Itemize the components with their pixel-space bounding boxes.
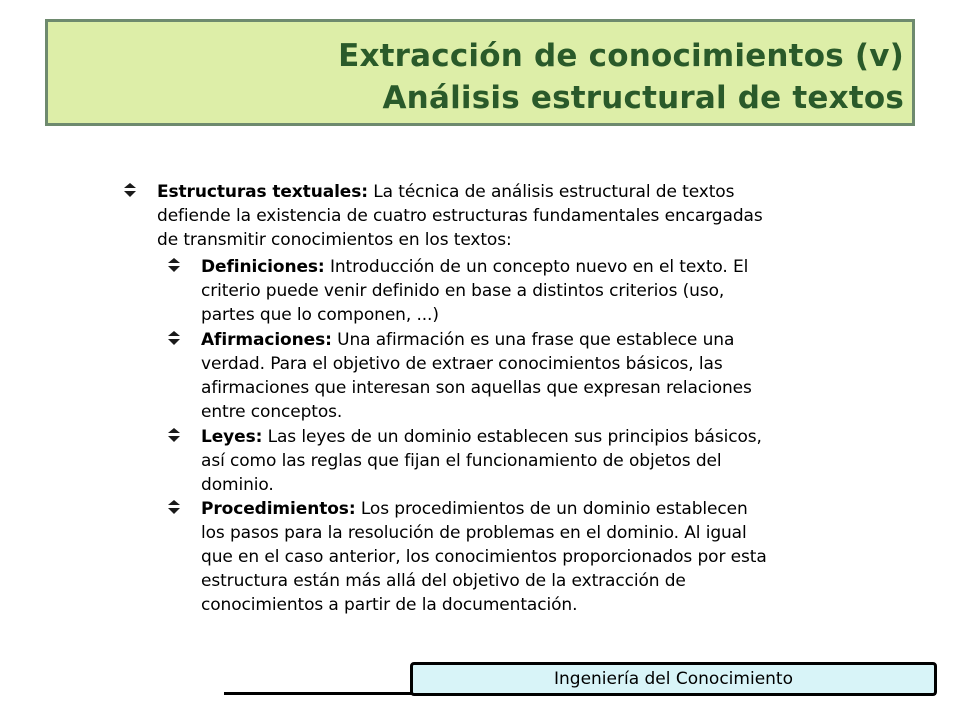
intro-line2: defiende la existencia de cuatro estructuras fundamentales encargadas xyxy=(157,206,763,226)
afirmaciones-text xyxy=(201,328,861,424)
footer-label: Ingeniería del Conocimiento xyxy=(410,662,937,696)
double-triangle-arrow-icon xyxy=(168,428,180,442)
procedimientos-line3: que en el caso anterior, los conocimientos proporcionados por esta xyxy=(201,547,767,567)
definiciones-text xyxy=(201,255,861,327)
afirmaciones-line4: entre conceptos. xyxy=(201,402,343,422)
double-triangle-arrow-icon xyxy=(168,500,180,514)
intro-text xyxy=(157,180,857,252)
page-subtitle: Análisis estructural de textos xyxy=(382,80,904,116)
definiciones-label: Definiciones: xyxy=(201,257,325,277)
double-triangle-arrow-icon xyxy=(168,331,180,345)
afirmaciones-label: Afirmaciones: xyxy=(201,330,332,350)
definiciones-line1: Introducción de un concepto nuevo en el texto. El xyxy=(324,257,749,277)
leyes-label: Leyes: xyxy=(201,427,263,447)
definiciones-line2: criterio puede venir definido en base a distintos criterios (uso, xyxy=(201,281,725,301)
double-triangle-arrow-icon xyxy=(168,258,180,272)
leyes-line1: Las leyes de un dominio establecen sus principios básicos, xyxy=(262,427,762,447)
procedimientos-line5: conocimientos a partir de la documentación. xyxy=(201,595,578,615)
afirmaciones-line2: verdad. Para el objetivo de extraer conocimientos básicos, las xyxy=(201,354,723,374)
procedimientos-line1: Los procedimientos de un dominio establecen xyxy=(355,499,748,519)
double-triangle-arrow-icon xyxy=(124,183,136,197)
definiciones-line3: partes que lo componen, ...) xyxy=(201,305,439,325)
intro-line1: La técnica de análisis estructural de textos xyxy=(367,182,735,202)
leyes-text xyxy=(201,425,861,497)
intro-label: Estructuras textuales: xyxy=(157,182,368,202)
afirmaciones-line3: afirmaciones que interesan son aquellas que expresan relaciones xyxy=(201,378,752,398)
procedimientos-text xyxy=(201,497,861,617)
procedimientos-line4: estructura están más allá del objetivo de la extracción de xyxy=(201,571,686,591)
procedimientos-line2: los pasos para la resolución de problemas en el dominio. Al igual xyxy=(201,523,747,543)
procedimientos-label: Procedimientos: xyxy=(201,499,356,519)
afirmaciones-line1: Una afirmación es una frase que establece una xyxy=(331,330,735,350)
leyes-line3: dominio. xyxy=(201,475,274,495)
leyes-line2: así como las reglas que fijan el funcionamiento de objetos del xyxy=(201,451,722,471)
intro-line3: de transmitir conocimientos en los textos: xyxy=(157,230,512,250)
page-title: Extracción de conocimientos (v) xyxy=(338,38,904,74)
